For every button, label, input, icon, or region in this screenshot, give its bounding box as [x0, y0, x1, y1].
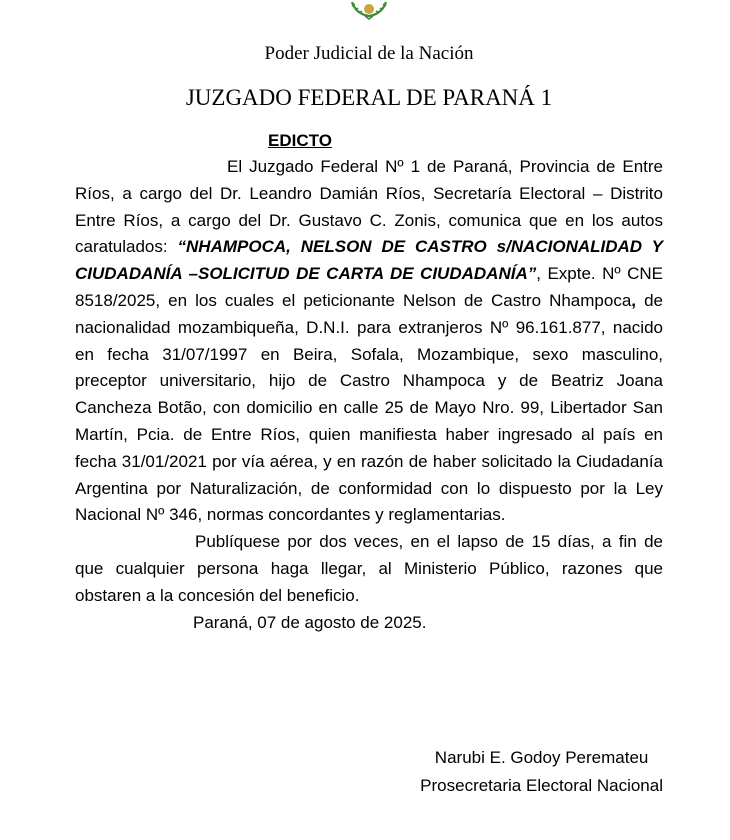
edict-paragraph-main — [75, 154, 663, 529]
edict-document — [75, 128, 663, 636]
paragraph-applicant-details: de nacionalidad mozambiqueña, D.N.I. para extranjeros Nº 96.161.877, nacido en fecha 31/07/1997 en Beira, Sofala, Mozambique, sexo masculino, preceptor universitario, hijo de Castro Nhampoca y de Beatriz Joana Cancheza Botão, con domicilio en calle 25 de Mayo Nro. 99, Libertador San Martín, Pcia. de Entre Ríos, quien manifiesta haber ingresado al país en fecha 31/01/2021 por vía aérea, y en razón de haber solicitado la Ciudadanía Argentina por Naturalización, de conformidad con lo dispuesto por la Ley Nacional Nº 346, normas concordantes y reglamentarias. — [75, 290, 663, 525]
signatory-name: Narubi E. Godoy Perematеu — [434, 748, 649, 767]
signature-block — [420, 744, 663, 800]
court-header: Poder Judicial de la Nación — [264, 43, 474, 64]
edict-date: Paraná, 07 de agosto de 2025. — [193, 612, 427, 632]
paragraph-bold-comma: , — [631, 290, 637, 310]
signatory-role: Prosecretaria Electoral Nacional — [420, 776, 663, 795]
paragraph-case-details: , Expte. Nº CNE 8518/2025, en los cuales el peticionante Nelson de Castro Nhampoca — [75, 264, 663, 310]
juzgado-title: JUZGADO FEDERAL DE PARANÁ 1 — [185, 85, 553, 110]
edict-title: EDICTO — [268, 131, 332, 150]
paragraph-intro: El Juzgado Federal Nº 1 de Paraná, Provincia de Entre Ríos, a cargo del Dr. Leandro Damián Ríos, Secretaría Electoral – Distrito Entre Ríos, a cargo del Dr. Gustavo C. Zonis, comunica que en los autos caratulados: — [75, 157, 663, 257]
case-caption: “NHAMPOCA, NELSON DE CASTRO s/NACIONALIDAD Y CIUDADANÍA –SOLICITUD DE CARTA DE CIUDADANÍA” — [75, 237, 664, 284]
edict-paragraph-publish: Publíquese por dos veces, en el lapso de 15 días, a fin de que cualquier persona haga llegar, al Ministerio Público, razones que obstaren a la concesión del beneficio. — [75, 532, 663, 605]
coat-of-arms-emblem — [348, 0, 390, 20]
